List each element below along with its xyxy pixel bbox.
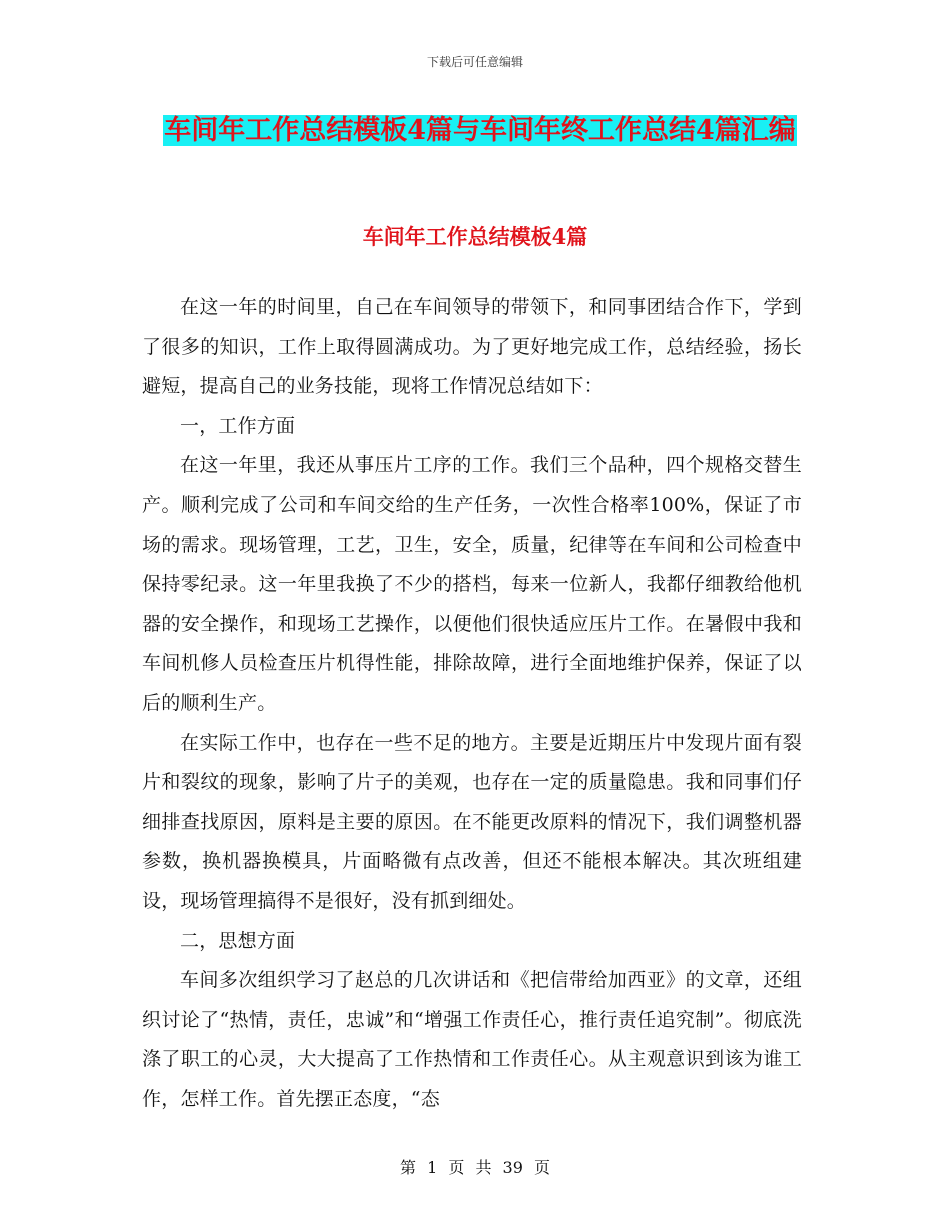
paragraph: 车间多次组织学习了赵总的几次讲话和《把信带给加西亚》的文章，还组织讨论了“热情，责任，忠诚”和“增强工作责任心，推行责任追究制”。彻底洗涤了职工的心灵，大大提高了工作热情和工作责任心。从主观意识到该为谁工作，怎样工作。首先摆正态度，“态 xyxy=(142,969,802,1110)
document-title xyxy=(140,108,820,154)
paragraph: 在实际工作中，也存在一些不足的地方。主要是近期压片中发现片面有裂片和裂纹的现象，影响了片子的美观，也存在一定的质量隐患。我和同事们仔细排查找原因，原料是主要的原因。在不能更改原料的情况下，我们调整机器参数，换机器换模具，片面略微有点改善，但还不能根本解决。其次班组建设，现场管理搞得不是很好，没有抓到细处。 xyxy=(142,731,802,912)
paragraph-heading: 二，思想方面 xyxy=(180,929,296,952)
paragraph-heading: 一，工作方面 xyxy=(180,414,296,437)
document-body xyxy=(142,288,802,1119)
paragraph: 在这一年里，我还从事压片工序的工作。我们三个品种，四个规格交替生产。顺利完成了公司和车间交给的生产任务，一次性合格率100%，保证了市场的需求。现场管理，工艺，卫生，安全，质量，纪律等在车间和公司检查中保持零纪录。这一年里我换了不少的搭档，每来一位新人，我都仔细教给他机器的安全操作，和现场工艺操作，以便他们很快适应压片工作。在暑假中我和车间机修人员检查压片机得性能，排除故障，进行全面地维护保养，保证了以后的顺利生产。 xyxy=(142,454,802,714)
header-note: 下载后可任意编辑 xyxy=(426,55,523,69)
paragraph: 在这一年的时间里，自己在车间领导的带领下，和同事团结合作下，学到了很多的知识，工作上取得圆满成功。为了更好地完成工作，总结经验，扬长避短，提高自己的业务技能，现将工作情况总结如下： xyxy=(142,296,802,398)
page-footer: 第 1 页 共 39 页 xyxy=(400,1158,550,1177)
section-title: 车间年工作总结模板4篇 xyxy=(362,224,588,249)
document-title-text: 车间年工作总结模板4篇与车间年终工作总结4篇汇编 xyxy=(164,115,796,146)
